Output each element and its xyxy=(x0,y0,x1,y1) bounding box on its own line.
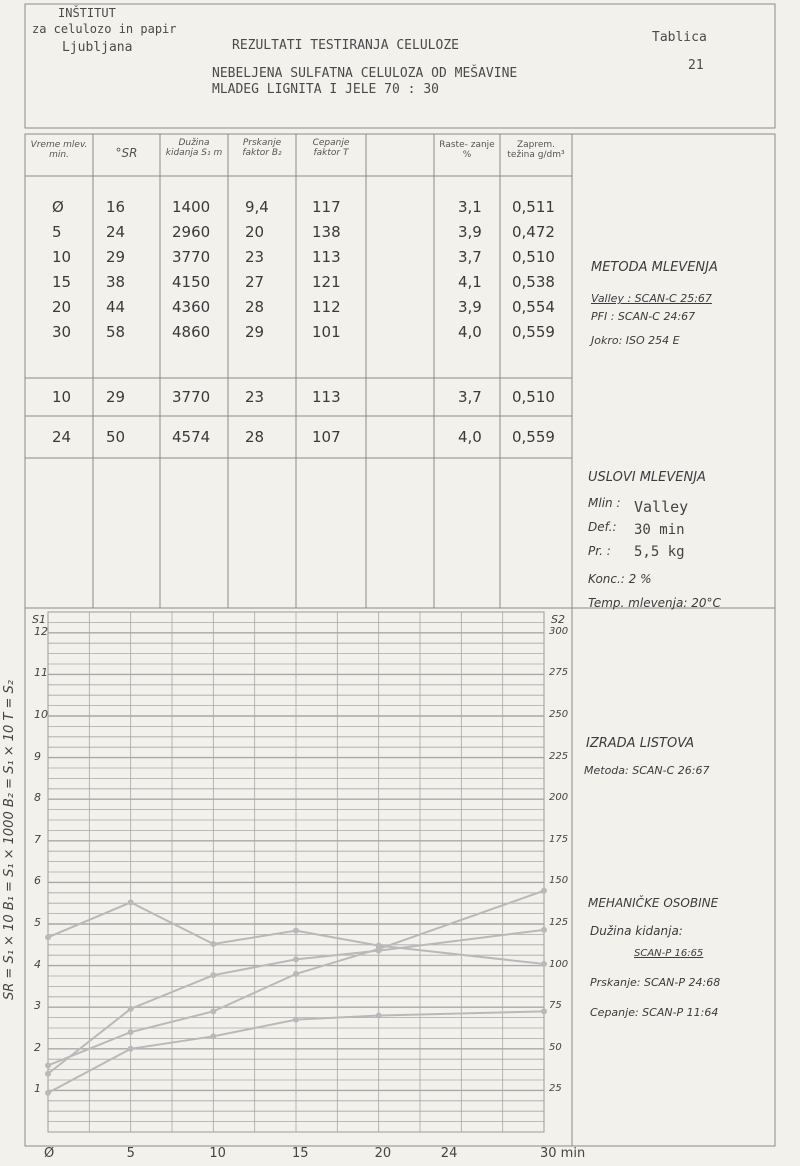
rows-1-s1: 2960 xyxy=(172,223,211,241)
rows-1-r: 3,9 xyxy=(458,223,482,241)
rows-1-sr: 24 xyxy=(106,223,126,241)
right-tick-label: 75 xyxy=(549,1000,562,1012)
series-point-t xyxy=(129,900,133,904)
institute-city: Ljubljana xyxy=(62,40,133,55)
series-point-b2 xyxy=(294,1018,298,1022)
duzina-label: Dužina kidanja: xyxy=(590,924,683,938)
rows-4-z: 0,554 xyxy=(512,298,555,316)
rows-2-s1: 3770 xyxy=(172,248,211,266)
institute-subtitle: za celulozo in papir xyxy=(32,22,177,36)
series-point-t xyxy=(46,935,50,939)
duzina-method: SCAN-P 16:65 xyxy=(634,948,704,959)
rows-5-s1: 4860 xyxy=(172,323,211,341)
right-tick-label: 175 xyxy=(549,833,569,845)
col-header-rastezanje: Raste- zanje % xyxy=(439,140,495,160)
rows-4-b2: 28 xyxy=(245,298,265,316)
series-point-s1 xyxy=(46,1072,50,1076)
x-tick-label: 30 min xyxy=(540,1146,586,1161)
x-tick-label: 10 xyxy=(209,1146,226,1161)
rows-4-t: 20 xyxy=(52,298,72,316)
metoda-jokro: Jokro: ISO 254 E xyxy=(591,334,680,347)
right-tick-label: 225 xyxy=(549,750,569,762)
rows-4-s1: 4360 xyxy=(172,298,211,316)
rows-5-b2: 29 xyxy=(245,323,265,341)
rows-0-T: 117 xyxy=(312,198,341,216)
col-header-zaprem: Zaprem. težina g/dm³ xyxy=(507,140,565,160)
rows-2-T: 113 xyxy=(312,248,341,266)
series-point-s1 xyxy=(294,957,298,961)
x-tick-label: 5 xyxy=(126,1146,135,1161)
x-tick-label: 20 xyxy=(374,1146,392,1161)
series-point-sr xyxy=(542,889,546,893)
summary-1-z: 0,559 xyxy=(512,428,555,446)
right-tick-label: 25 xyxy=(549,1083,562,1095)
rows-2-b2: 23 xyxy=(245,248,265,266)
rows-1-b2: 20 xyxy=(245,223,265,241)
x-tick-label: 24 xyxy=(440,1146,458,1161)
table-label: Tablica xyxy=(652,30,707,45)
metoda-pfi: PFI : SCAN-C 24:67 xyxy=(591,310,696,323)
right-tick-label: 125 xyxy=(549,917,569,928)
rows-4-r: 3,9 xyxy=(458,298,482,316)
cepanje-method: Cepanje: SCAN-P 11:64 xyxy=(590,1006,719,1019)
series-point-s1 xyxy=(211,973,215,977)
series-point-sr xyxy=(294,972,298,976)
series-point-b2 xyxy=(377,1014,381,1018)
series-point-b2 xyxy=(129,1047,133,1051)
meh-title: MEHANIČKE OSOBINE xyxy=(588,896,719,910)
rows-0-t: Ø xyxy=(52,198,64,216)
metoda-valley: Valley : SCAN-C 25:67 xyxy=(591,292,712,305)
rows-3-z: 0,538 xyxy=(512,273,555,291)
series-point-t xyxy=(542,962,546,966)
document-title: REZULTATI TESTIRANJA CELULOZE xyxy=(232,38,459,53)
series-point-s1 xyxy=(542,928,546,932)
mlin-value: Valley xyxy=(634,498,689,516)
right-tick-label: 50 xyxy=(549,1041,562,1053)
right-tick-label: 150 xyxy=(549,875,569,887)
pr-label: Pr. : xyxy=(588,544,611,558)
rows-0-r: 3,1 xyxy=(458,198,482,216)
rows-2-z: 0,510 xyxy=(512,248,555,266)
col-header-prskanje: Prskanje faktor B₂ xyxy=(242,138,282,158)
rows-2-sr: 29 xyxy=(106,248,126,266)
left-tick-label: 6 xyxy=(34,874,41,888)
series-point-s1 xyxy=(377,949,381,953)
col-header-vreme: Vreme mlev. min. xyxy=(30,140,88,160)
left-tick-label: 3 xyxy=(34,999,41,1013)
temp: Temp. mlevenja: 20°C xyxy=(588,596,721,610)
def-value: 30 min xyxy=(634,522,685,538)
vertical-formula-label: SR = S₁ × 10 B₁ = S₁ × 1000 B₂ = S₁ × 10 T = S₂ xyxy=(2,679,17,1000)
summary-0-sr: 29 xyxy=(106,388,126,406)
rows-5-sr: 58 xyxy=(106,323,126,341)
left-tick-label: 12 xyxy=(34,624,48,638)
left-tick-label: 11 xyxy=(34,666,48,680)
left-tick-label: 5 xyxy=(34,916,41,929)
series-point-sr xyxy=(46,1063,50,1067)
col-header-duzina: Dužina kidanja S₁ m xyxy=(165,138,223,158)
rows-4-T: 112 xyxy=(312,298,341,316)
series-point-t xyxy=(377,944,381,948)
col-header-cepanje: Cepanje faktor T xyxy=(312,138,350,158)
rows-3-t: 15 xyxy=(52,273,72,291)
summary-1-T: 107 xyxy=(312,428,341,446)
left-tick-label: 1 xyxy=(34,1082,41,1096)
summary-0-s1: 3770 xyxy=(172,388,211,406)
summary-1-sr: 50 xyxy=(106,428,126,446)
konc: Konc.: 2 % xyxy=(588,572,652,586)
left-tick-label: 7 xyxy=(34,832,41,846)
series-point-sr xyxy=(129,1030,133,1034)
izrada-title: IZRADA LISTOVA xyxy=(586,736,695,751)
rows-4-sr: 44 xyxy=(106,298,126,316)
right-axis-title: S2 xyxy=(551,613,565,626)
mlin-label: Mlin : xyxy=(588,496,621,510)
rows-3-s1: 4150 xyxy=(172,273,211,291)
series-point-s1 xyxy=(129,1007,133,1011)
rows-1-t: 5 xyxy=(52,223,62,241)
x-tick-label: Ø xyxy=(44,1146,55,1161)
rows-1-T: 138 xyxy=(312,223,341,241)
series-point-b2 xyxy=(211,1034,215,1038)
right-tick-label: 200 xyxy=(549,792,569,804)
summary-0-T: 113 xyxy=(312,388,341,406)
series-point-sr xyxy=(211,1009,215,1013)
summary-0-b2: 23 xyxy=(245,388,265,406)
pr-value: 5,5 kg xyxy=(634,544,685,560)
rows-2-r: 3,7 xyxy=(458,248,482,266)
rows-0-b2: 9,4 xyxy=(245,198,269,216)
series-point-b2 xyxy=(542,1009,546,1013)
left-axis-title: S1 xyxy=(32,613,46,626)
series-point-t xyxy=(294,929,298,933)
rows-5-r: 4,0 xyxy=(458,323,482,341)
left-tick-label: 9 xyxy=(34,749,41,763)
rows-0-s1: 1400 xyxy=(172,198,211,216)
rows-5-z: 0,559 xyxy=(512,323,555,341)
document-subtitle-1: NEBELJENA SULFATNA CELULOZA OD MEŠAVINE xyxy=(212,66,518,81)
left-tick-label: 8 xyxy=(34,791,41,805)
right-tick-label: 275 xyxy=(549,667,569,679)
table-number: 21 xyxy=(688,58,704,73)
series-point-t xyxy=(211,942,215,946)
prskanje-method: Prskanje: SCAN-P 24:68 xyxy=(590,976,721,989)
def-label: Def.: xyxy=(588,520,617,534)
rows-5-t: 30 xyxy=(52,323,72,341)
summary-1-r: 4,0 xyxy=(458,428,482,446)
rows-0-z: 0,511 xyxy=(512,198,555,216)
left-tick-label: 10 xyxy=(34,708,48,721)
rows-3-T: 121 xyxy=(312,273,341,291)
rows-5-T: 101 xyxy=(312,323,341,341)
summary-1-t: 24 xyxy=(52,428,72,446)
summary-1-b2: 28 xyxy=(245,428,265,446)
right-tick-label: 100 xyxy=(549,958,569,970)
institute-name: INŠTITUT xyxy=(58,6,116,20)
document-subtitle-2: MLADEG LIGNITA I JELE 70 : 30 xyxy=(212,82,439,97)
series-point-b2 xyxy=(46,1091,50,1095)
rows-3-b2: 27 xyxy=(245,273,265,291)
izrada-metoda: Metoda: SCAN-C 26:67 xyxy=(584,764,710,777)
summary-0-z: 0,510 xyxy=(512,388,555,406)
rows-3-r: 4,1 xyxy=(458,273,482,291)
metoda-title: METODA MLEVENJA xyxy=(591,260,718,275)
rows-0-sr: 16 xyxy=(106,198,126,216)
x-tick-label: 15 xyxy=(292,1146,309,1161)
summary-0-t: 10 xyxy=(52,388,72,406)
rows-3-sr: 38 xyxy=(106,273,126,291)
rows-1-z: 0,472 xyxy=(512,223,555,241)
uslovi-title: USLOVI MLEVENJA xyxy=(588,470,706,485)
col-header-sr: °SR xyxy=(115,146,138,160)
table-frame xyxy=(25,134,775,1146)
left-tick-label: 2 xyxy=(34,1040,41,1054)
right-tick-label: 250 xyxy=(549,709,569,720)
summary-0-r: 3,7 xyxy=(458,388,482,406)
left-tick-label: 4 xyxy=(34,957,41,971)
rows-2-t: 10 xyxy=(52,248,72,266)
summary-1-s1: 4574 xyxy=(172,428,211,446)
right-tick-label: 300 xyxy=(549,625,569,637)
